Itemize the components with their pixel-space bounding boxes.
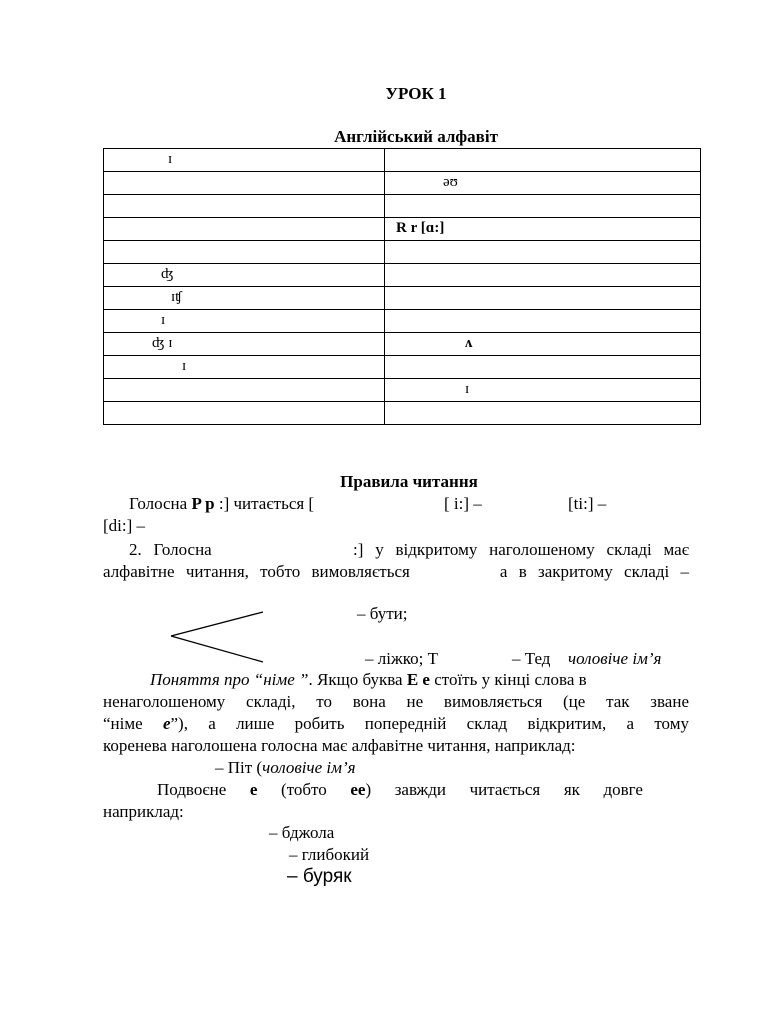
double-e-bee: – бджола bbox=[269, 823, 335, 842]
rule1-prefix: Голосна bbox=[129, 494, 192, 513]
mute-e-text-b: стоїть у кінці слова в bbox=[429, 670, 587, 689]
table-cell bbox=[104, 149, 385, 172]
mute-e-example bbox=[215, 758, 356, 778]
table-cell bbox=[104, 379, 385, 402]
rule1-text bbox=[129, 494, 314, 514]
table-cell bbox=[385, 333, 701, 356]
mute-e-line3-b: ”), а лише робить попередній склад відкритим, а тому bbox=[170, 714, 689, 733]
table-cell bbox=[104, 195, 385, 218]
table-cell-text: ɪ bbox=[465, 381, 470, 397]
example-bed: – ліжко; T bbox=[365, 649, 438, 668]
table-cell bbox=[104, 264, 385, 287]
lesson-title: УРОК 1 bbox=[385, 84, 447, 103]
table-cell-text: ʤ ɪ bbox=[152, 335, 173, 351]
table-cell bbox=[385, 287, 701, 310]
table-cell bbox=[385, 195, 701, 218]
mute-e-line1 bbox=[150, 670, 587, 690]
table-cell bbox=[385, 149, 701, 172]
table-cell bbox=[104, 172, 385, 195]
mute-e-line3-e: e bbox=[162, 714, 171, 733]
table-row bbox=[104, 310, 701, 333]
table-row bbox=[104, 402, 701, 425]
double-e-line2: наприклад: bbox=[103, 802, 184, 821]
mute-e-line4: коренева наголошена голосна має алфавітне читання, наприклад: bbox=[103, 736, 576, 755]
rule1-part4: [ti:] – bbox=[568, 494, 607, 513]
table-cell bbox=[104, 402, 385, 425]
rule1-line2: [di:] – bbox=[103, 516, 146, 535]
rule1-letter: P p bbox=[191, 494, 215, 513]
table-cell bbox=[104, 218, 385, 241]
rules-title: Правила читання bbox=[340, 472, 478, 491]
double-e-text-c: ) завжди читається як довге bbox=[365, 780, 643, 799]
mute-e-line3-a: “німе bbox=[103, 714, 163, 733]
table-cell-text: ɪ bbox=[168, 151, 173, 167]
table-row bbox=[104, 287, 701, 310]
table-cell-text: ɪ bbox=[161, 312, 166, 328]
double-e-e: e bbox=[249, 780, 258, 799]
double-e-text-b: (тобто bbox=[257, 780, 351, 799]
mute-e-line2: ненаголошеному складі, то вона не вимовляється (це так зване bbox=[103, 692, 689, 711]
example-ted: – Тед bbox=[512, 649, 551, 668]
table-cell-text: ʌ bbox=[465, 335, 473, 351]
rule1-part2: :] читається [ bbox=[214, 494, 315, 513]
table-row bbox=[104, 333, 701, 356]
mute-e-text-a: . Якщо буква bbox=[308, 670, 407, 689]
table-row bbox=[104, 264, 701, 287]
mute-e-pete-note: чоловіче ім’я bbox=[262, 758, 356, 777]
table-cell bbox=[385, 379, 701, 402]
table-cell-text: ʤ bbox=[161, 266, 174, 282]
example-be: – бути; bbox=[357, 604, 408, 623]
double-e-ee: ee bbox=[350, 780, 366, 799]
table-row bbox=[104, 379, 701, 402]
rule1-part3: [ i:] – bbox=[444, 494, 482, 513]
mute-e-heading: Поняття про “німе ” bbox=[150, 670, 309, 689]
table-row bbox=[104, 218, 701, 241]
mute-e-letter: E e bbox=[406, 670, 430, 689]
double-e-text-a: Подвоєне bbox=[157, 780, 250, 799]
table-row bbox=[104, 356, 701, 379]
double-e-line1 bbox=[157, 780, 643, 800]
table-row bbox=[104, 172, 701, 195]
table-cell-text: R r [ɑ:] bbox=[396, 220, 445, 236]
example-ted-note: чоловіче ім’я bbox=[568, 649, 662, 668]
table-cell bbox=[385, 264, 701, 287]
mute-e-pete: – Піт ( bbox=[215, 758, 263, 777]
table-cell bbox=[385, 310, 701, 333]
table-cell bbox=[385, 356, 701, 379]
table-row bbox=[104, 149, 701, 172]
branch-lines bbox=[168, 608, 268, 668]
table-row bbox=[104, 195, 701, 218]
double-e-beet: – буряк bbox=[287, 866, 352, 887]
table-cell bbox=[104, 333, 385, 356]
table-cell bbox=[385, 241, 701, 264]
table-cell bbox=[104, 356, 385, 379]
mute-e-line3 bbox=[103, 714, 689, 734]
table-cell bbox=[104, 310, 385, 333]
table-cell-text: ɪ bbox=[182, 358, 187, 374]
double-e-deep: – глибокий bbox=[289, 845, 370, 864]
table-cell-text: ɪʧ bbox=[171, 289, 183, 305]
alphabet-table bbox=[103, 148, 701, 425]
table-row bbox=[104, 241, 701, 264]
table-cell bbox=[385, 172, 701, 195]
table-cell bbox=[104, 241, 385, 264]
table-cell-text: əʊ bbox=[443, 174, 458, 190]
rule2-line2: алфавітне читання, тобто вимовляється а в закритому складі – bbox=[103, 562, 689, 581]
table-cell bbox=[385, 402, 701, 425]
table-cell bbox=[104, 287, 385, 310]
table-cell bbox=[385, 218, 701, 241]
alphabet-title: Англійський алфавіт bbox=[334, 127, 498, 146]
rule2-line1: 2. Голосна :] у відкритому наголошеному складі має bbox=[129, 540, 689, 559]
